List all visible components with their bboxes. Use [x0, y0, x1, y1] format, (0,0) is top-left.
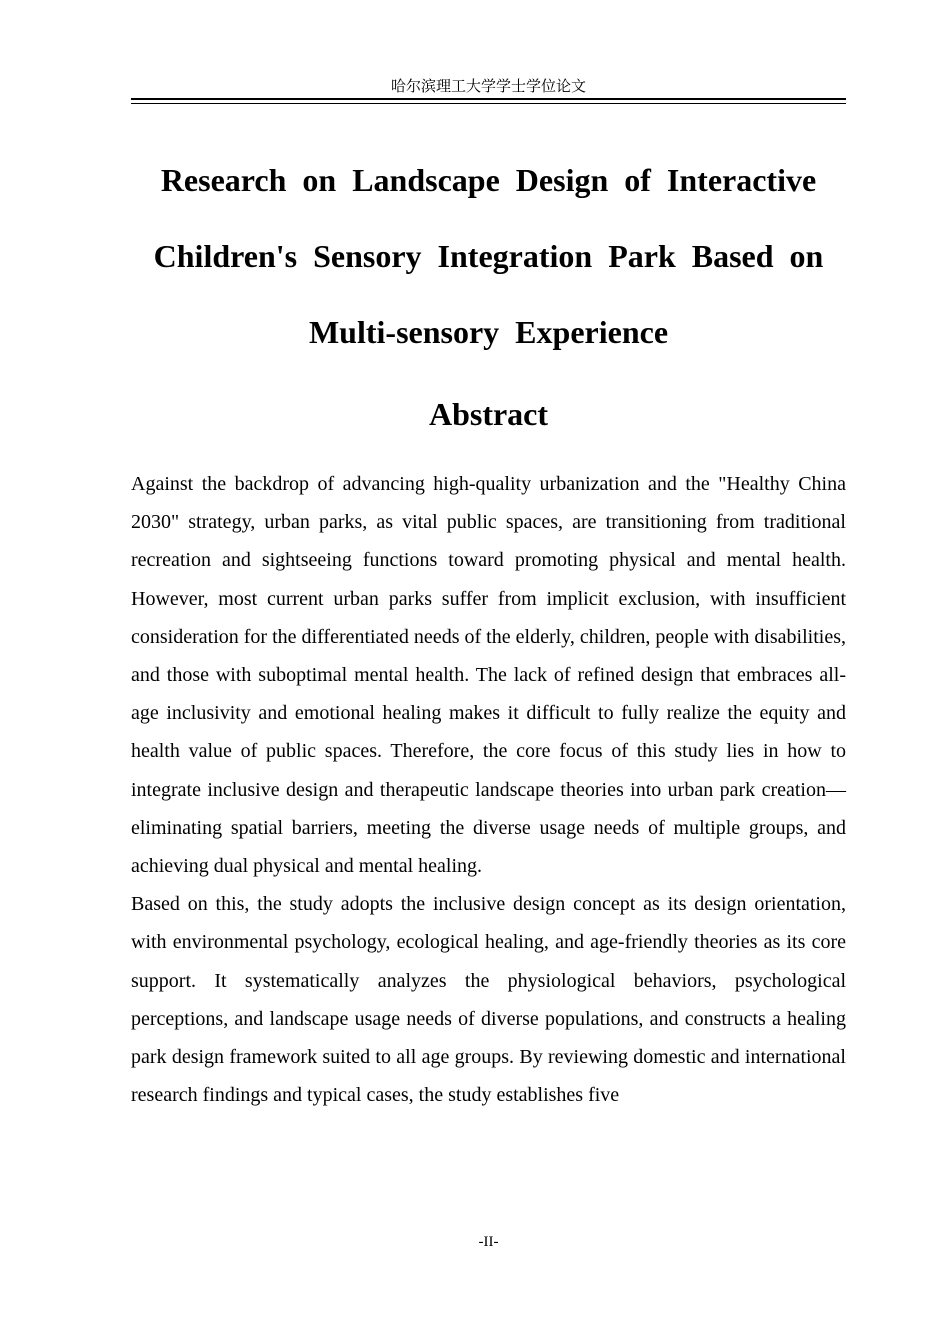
page-number: -II- — [478, 1234, 499, 1250]
abstract-heading: Abstract — [428, 396, 549, 432]
abstract-paragraph: Against the backdrop of advancing high-quality urbanization and the "Healthy China 2030" strategy, urban parks, as vital public spaces, are transitioning from traditional recreation and sightseeing functions toward promoting physical and mental health. However, most current urban parks suffer from implicit exclusion, with insufficient consideration for the differentiated needs of the elderly, children, people with disabilities, and those with suboptimal mental health. The lack of refined design that embraces all-age inclusivity and emotional healing makes it difficult to fully realize the equity and health value of public spaces. Therefore, the core focus of this study lies in how to integrate inclusive design and therapeutic landscape theories into urban park creation—eliminating spatial barriers, meeting the diverse usage needs of multiple groups, and achieving dual physical and mental healing. — [131, 473, 846, 878]
title-line: Research on Landscape Design of Interactive — [160, 162, 817, 198]
running-header: 哈尔滨理工大学学士学位论文 — [390, 77, 586, 95]
abstract-paragraph: Based on this, the study adopts the inclusive design concept as its design orientation, with environmental psychology, ecological healing, and age-friendly theories as its core support. It systematically analyzes the physiological behaviors, psychological perceptions, and landscape usage needs of diverse populations, and constructs a healing park design framework suited to all age groups. By reviewing domestic and international research findings and typical cases, the study establishes five — [131, 893, 846, 1107]
title-line: Multi-sensory Experience — [308, 314, 669, 350]
abstract-body — [131, 465, 846, 1114]
thesis-title — [131, 142, 846, 370]
header-rule-thin — [131, 103, 846, 104]
title-line: Children's Sensory Integration Park Based on — [153, 238, 824, 274]
header-rule-thick — [131, 98, 846, 100]
